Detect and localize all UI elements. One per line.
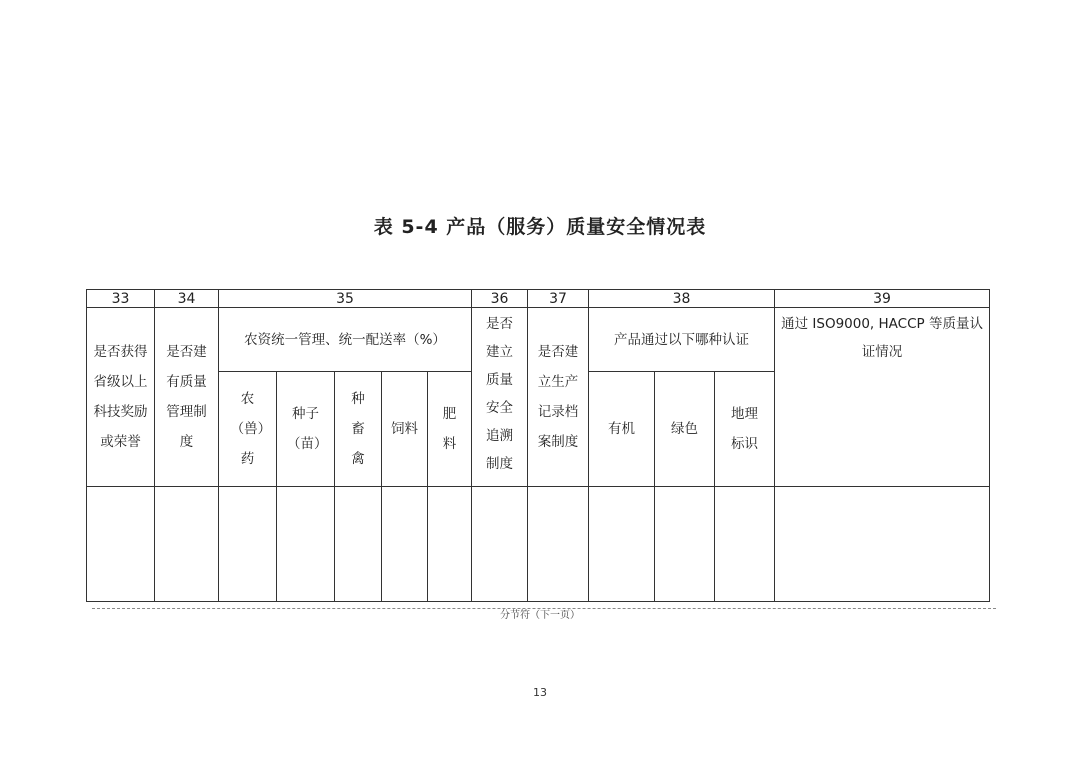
page-title: 表 5-4 产品（服务）质量安全情况表 xyxy=(373,216,707,238)
data-cell xyxy=(335,487,382,602)
data-cell xyxy=(155,487,219,602)
sub-header-livestock: 种畜禽 xyxy=(335,372,382,487)
col-number-33: 33 xyxy=(87,290,155,308)
data-cell xyxy=(775,487,990,602)
data-cell xyxy=(655,487,715,602)
col-number-39: 39 xyxy=(775,290,990,308)
sub-header-feed: 饲料 xyxy=(382,372,428,487)
data-cell xyxy=(528,487,589,602)
section-break-label xyxy=(0,603,1080,622)
header-row-1 xyxy=(87,308,990,372)
data-cell xyxy=(589,487,655,602)
sub-header-organic: 有机 xyxy=(589,372,655,487)
header-iso-haccp: 通过 ISO9000, HACCP 等质量认证情况 xyxy=(775,308,990,487)
data-cell xyxy=(472,487,528,602)
header-award: 是否获得省级以上科技奖励或荣誉 xyxy=(87,308,155,487)
section-break-text: 分节符（下一页） xyxy=(496,610,584,621)
header-quality-system: 是否建有质量管理制度 xyxy=(155,308,219,487)
col-number-38: 38 xyxy=(589,290,775,308)
data-cell xyxy=(715,487,775,602)
data-cell xyxy=(219,487,277,602)
data-cell xyxy=(428,487,472,602)
data-cell xyxy=(87,487,155,602)
quality-safety-table xyxy=(86,289,990,602)
data-cell xyxy=(382,487,428,602)
sub-header-geo-indication: 地理标识 xyxy=(715,372,775,487)
column-number-row xyxy=(87,290,990,308)
sub-header-pesticide: 农（兽）药 xyxy=(219,372,277,487)
col-number-36: 36 xyxy=(472,290,528,308)
page-number: 13 xyxy=(533,686,547,699)
header-input-distribution-rate: 农资统一管理、统一配送率（%） xyxy=(219,308,472,372)
sub-header-seed: 种子（苗） xyxy=(277,372,335,487)
data-row xyxy=(87,487,990,602)
col-number-35: 35 xyxy=(219,290,472,308)
header-traceability: 是否建立质量安全追溯制度 xyxy=(472,308,528,487)
col-number-37: 37 xyxy=(528,290,589,308)
col-number-34: 34 xyxy=(155,290,219,308)
header-production-record: 是否建立生产记录档案制度 xyxy=(528,308,589,487)
sub-header-fertilizer: 肥料 xyxy=(428,372,472,487)
sub-header-green: 绿色 xyxy=(655,372,715,487)
data-cell xyxy=(277,487,335,602)
header-certification-type: 产品通过以下哪种认证 xyxy=(589,308,775,372)
